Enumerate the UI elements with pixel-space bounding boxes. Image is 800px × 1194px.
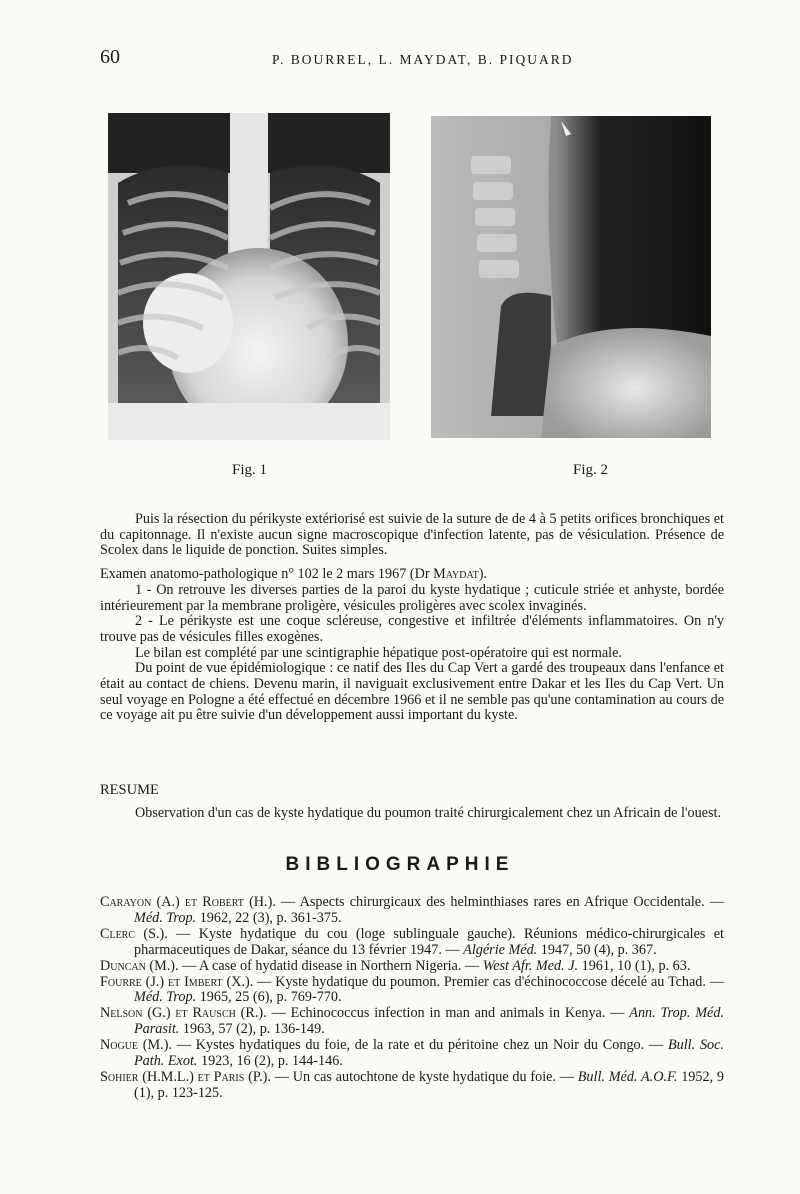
reference-authors: Fourre (J.) et Imbert (X.).: [100, 973, 254, 990]
reference-tail: 1923, 16 (2), p. 144-146.: [197, 1053, 343, 1070]
reference-journal: Bull. Soc. Path. Exot.: [134, 1037, 724, 1070]
figure-1-chest-xray: [108, 113, 390, 440]
paragraph: Du point de vue épidémiologique : ce natif des Iles du Cap Vert a gardé des troupeaux dans l'enfance et était au contact de chiens. Devenu marin, il naviguait exclusivement entre Dakar et les Iles du Cap Vert. Un seul voyage en Pologne a été effectué en décembre 1966 et il ne semble pas qu'une contamination au cours de ce voyage ait pu être suivie d'un développement aussi important du kyste.: [100, 660, 724, 724]
reference-tail: 1947, 50 (4), p. 367.: [537, 941, 657, 958]
reference-text: — Kyste hydatique du poumon. Premier cas d'échinococcose décelé au Tchad. —: [253, 973, 724, 990]
reference-tail: 1965, 25 (6), p. 769-770.: [196, 989, 342, 1006]
author-name: Maydat: [433, 566, 479, 583]
body-text: [100, 512, 724, 724]
reference-tail: 1962, 22 (3), p. 361-375.: [196, 909, 342, 926]
reference-item: [100, 1006, 724, 1038]
reference-text: — A case of hydatid disease in Northern Nigeria. —: [178, 957, 483, 974]
reference-item: [100, 927, 724, 959]
reference-tail: 1963, 57 (2), p. 136-149.: [179, 1021, 325, 1038]
reference-authors: Duncan (M.).: [100, 957, 179, 974]
bibliography-list: [100, 895, 724, 1102]
reference-journal: Méd. Trop.: [134, 989, 197, 1006]
reference-text: — Un cas autochtone de kyste hydatique du foie. —: [270, 1068, 578, 1085]
paragraph: Puis la résection du périkyste extériorisé est suivie de la suture de de 4 à 5 petits orifices bronchiques et du capitonnage. Il n'existe aucun signe macroscopique d'infection latente, pas de vésiculation. Présence de Scolex dans le liquide de ponction. Suites simples.: [100, 511, 724, 559]
reference-item: [100, 1070, 724, 1102]
figure-2-lateral-xray: [431, 116, 711, 438]
resume-text: Observation d'un cas de kyste hydatique du poumon traité chirurgicalement chez un Africain de l'ouest.: [135, 805, 721, 821]
paragraph: Le bilan est complété par une scintigraphie hépatique post-opératoire qui est normale.: [135, 644, 622, 661]
reference-text: — Kyste hydatique du cou (loge sublinguale gauche). Réunions médico-chirurgicales et pharmaceutiques de Dakar, séance du 13 février 1947. —: [134, 925, 724, 958]
reference-item: [100, 975, 724, 1007]
reference-item: [100, 1038, 724, 1070]
reference-journal: Bull. Méd. A.O.F.: [577, 1068, 678, 1085]
reference-journal: Algérie Méd.: [463, 941, 538, 958]
reference-authors: Sohier (H.M.L.) et Paris (P.).: [100, 1068, 271, 1085]
running-head-authors: P. BOURREL, L. MAYDAT, B. PIQUARD: [272, 52, 574, 67]
paragraph: 1 - On retrouve les diverses parties de la paroi du kyste hydatique ; cuticule striée et anhyste, bordée intérieurement par la membrane proligère, vésicules proligères avec scolex invaginés.: [100, 581, 724, 614]
reference-tail: 1952, 9 (1), p. 123-125.: [134, 1068, 724, 1101]
reference-journal: Ann. Trop. Méd. Parasit.: [134, 1005, 724, 1038]
exam-text: Examen anatomo-pathologique n° 102 le 2 mars 1967 (Dr: [100, 566, 434, 583]
reference-authors: Nogue (M.).: [100, 1037, 172, 1054]
resume-heading: RESUME: [100, 782, 159, 798]
paragraph: 2 - Le périkyste est une coque scléreuse, congestive et infiltrée d'éléments inflammatoires. On n'y trouve pas de vésicules filles exogènes.: [100, 613, 724, 645]
reference-authors: Clerc (S.).: [100, 925, 168, 942]
figure-1-caption: Fig. 1: [232, 462, 268, 478]
reference-authors: Carayon (A.) et Robert (H.).: [100, 894, 276, 910]
reference-authors: Nelson (G.) et Rausch (R.).: [100, 1005, 267, 1022]
reference-text: — Kystes hydatiques du foie, de la rate et du péritoine chez un Noir du Congo. —: [171, 1037, 668, 1054]
exam-text-end: ).: [478, 566, 487, 583]
reference-text: — Echinococcus infection in man and animals in Kenya. —: [266, 1005, 630, 1022]
reference-item: [100, 895, 724, 927]
reference-journal: West Afr. Med. J.: [482, 957, 579, 974]
bibliography-heading: BIBLIOGRAPHIE: [285, 854, 515, 875]
reference-tail: 1961, 10 (1), p. 63.: [578, 957, 691, 974]
reference-text: — Aspects chirurgicaux des helminthiases rares en Afrique Occidentale. —: [275, 894, 724, 910]
page-number: 60: [100, 46, 120, 68]
reference-journal: Méd. Trop.: [134, 909, 197, 926]
reference-item: [100, 959, 724, 975]
figure-2-caption: Fig. 2: [573, 462, 609, 478]
paragraph-exam: [100, 567, 724, 583]
